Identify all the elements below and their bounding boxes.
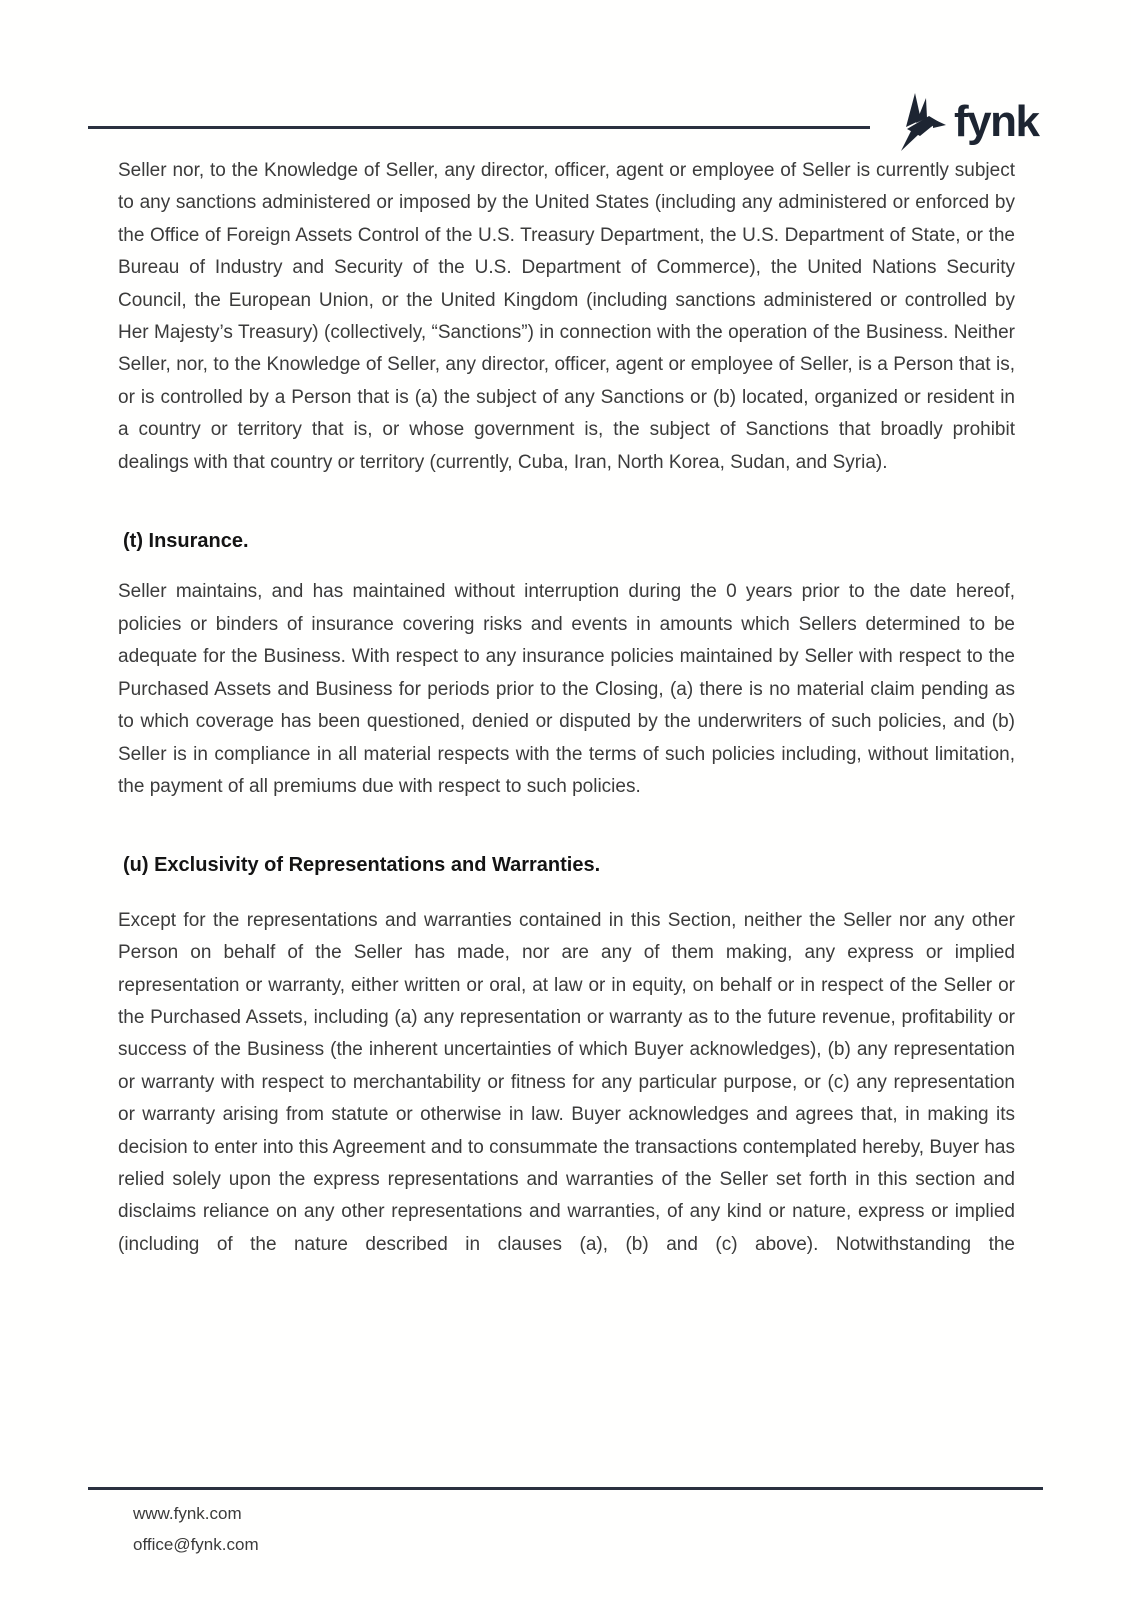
header-rule xyxy=(88,126,870,129)
footer-rule xyxy=(88,1487,1043,1490)
fynk-logo xyxy=(899,92,1038,158)
heading-exclusivity: (u) Exclusivity of Representations and Warranties. xyxy=(123,854,601,877)
footer-email: office@fynk.com xyxy=(133,1535,259,1554)
origami-bird-icon xyxy=(899,92,947,158)
paragraph-sanctions: Seller nor, to the Knowledge of Seller, any director, officer, agent or employee of Seller is currently subject to any sanctions administered or imposed by the United States (including any administered or enforced by the Office of Foreign Assets Control of the U.S. Treasury Department, the U.S. Department of State, or the Bureau of Industry and Security of the U.S. Department of Commerce), the United Nations Security Council, the European Union, or the United Kingdom (including sanctions administered or controlled by Her Majesty’s Treasury) (collectively, “Sanctions”) in connection with the operation of the Business. Neither Seller, nor, to the Knowledge of Seller, any director, officer, agent or employee of Seller, is a Person that is, or is controlled by a Person that is (a) the subject of any Sanctions or (b) located, organized or resident in a country or territory that is, or whose government is, the subject of Sanctions that broadly prohibit dealings with that country or territory (currently, Cuba, Iran, North Korea, Sudan, and Syria). xyxy=(118,160,1015,473)
document-body xyxy=(118,155,1015,1261)
paragraph-exclusivity: Except for the representations and warranties contained in this Section, neither the Seller nor any other Person on behalf of the Seller has made, nor are any of them making, any express or implied representation or warranty, either written or oral, at law or in equity, on behalf or in respect of the Seller or the Purchased Assets, including (a) any representation or warranty as to the future revenue, profitability or success of the Business (the inherent uncertainties of which Buyer acknowledges), (b) any representation or warranty with respect to merchantability or fitness for any particular purpose, or (c) any representation or warranty arising from statute or otherwise in law. Buyer acknowledges and agrees that, in making its decision to enter into this Agreement and to consummate the transactions contemplated hereby, Buyer has relied solely upon the express representations and warranties of the Seller set forth in this section and disclaims reliance on any other representations and warranties, of any kind or nature, express or implied (including of the nature described in clauses (a), (b) and (c) above). Notwithstanding the xyxy=(118,909,1015,1255)
heading-insurance: (t) Insurance. xyxy=(123,530,249,553)
paragraph-insurance: Seller maintains, and has maintained without interruption during the 0 years prior to the date hereof, policies or binders of insurance covering risks and events in amounts which Sellers determined to be adequate for the Business. With respect to any insurance policies maintained by Seller with respect to the Purchased Assets and Business for periods prior to the Closing, (a) there is no material claim pending as to which coverage has been questioned, denied or disputed by the underwriters of such policies, and (b) Seller is in compliance in all material respects with the terms of such policies including, without limitation, the payment of all premiums due with respect to such policies. xyxy=(118,581,1015,797)
footer-website: www.fynk.com xyxy=(133,1504,242,1523)
page-footer xyxy=(133,1498,259,1560)
logo-wordmark: fynk xyxy=(954,97,1039,146)
